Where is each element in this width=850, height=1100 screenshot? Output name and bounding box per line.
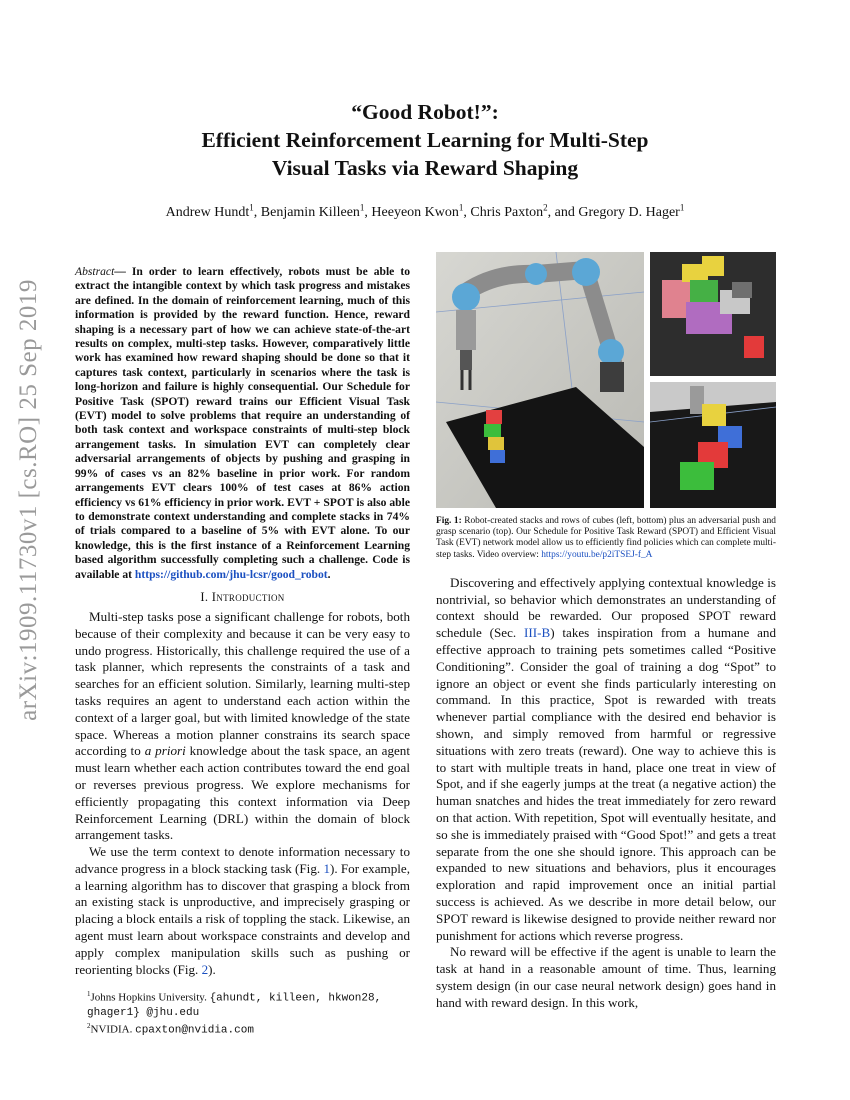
figure-1 [436,252,776,510]
author: Heeyeon Kwon$^1$, [371,202,471,220]
author: Benjamin Killeen$^1$, [260,202,372,220]
paper-title [100,98,750,182]
fig-ref-2[interactable]: 2 [201,961,209,977]
author: Gregory D. Hager$^1$ [578,202,685,220]
footnote-2: $^2$NVIDIA. cpaxton@nvidia.com [87,1022,254,1037]
paragraph: We use the term context to denote information necessary to advance progress in a block stacking task (Fig. 1). For example, a learning algorithm has to discover that grasping a block from an existing stack is unproductive, and imprecisely grasping or placing a block entails a risk of toppling the stack. Likewise, an agent must learn about workspace constraints and develop and apply complex manipulation skills such as pushing or reorienting blocks (Fig. 2). [75,844,410,977]
left-column [75,265,410,1038]
paragraph: No reward will be effective if the agent is unable to learn the task at hand in a reasonable amount of time. Thus, learning system design (in our case neural network design) goes hand in hand with reward design. In this work, [436,944,776,1010]
footnote-1: $^1$Johns Hopkins University. {ahundt, killeen, hkwon28, ghager1} @jhu.edu [87,990,382,1020]
paragraph: Multi-step tasks pose a significant challenge for robots, both because of their complexity and because it can be very easy to undo progress. Historically, this challenge required the use of a task planner, which represents the constraints of a task and searches for an efficient solution. Similarly, learning multi-step tasks requires an agent to understand each action within the context of a larger goal, but with limited knowledge of the state space. Whereas a motion planner constrains its search space according to a priori knowledge about the task space, an agent must learn whether each action contributes toward the end goal or reverses previous progress. We explore mechanisms for efficiently propagating this context information via Deep Reinforcement Learning (DRL) within the domain of block arrangement tasks. [75,608,410,843]
footnotes [75,988,410,1037]
abstract-label: Abstract [75,265,115,278]
adversarial-scenario-image [650,252,776,376]
row-of-cubes-image [650,382,776,508]
introduction-body [75,609,410,979]
section-heading-introduction: I. Introduction [200,589,285,604]
fig-ref-1[interactable]: 1 [323,860,330,876]
paragraph: Discovering and effectively applying contextual knowledge is nontrivial, so behavior which demonstrates an understanding of context should be rewarded. Our proposed SPOT reward schedule (Sec. III-B) takes inspiration from a humane and effective approach to training pets sometimes called “Positive Conditioning”. Consider the goal of training a dog “Spot” to ignore an object or event she finds particularly interesting on command. In this practice, Spot is rewarded with treats whenever partial compliance with the desired end behavior is shown, and simply removed from harmful or regressive situations with zero treats (reward). One way to achieve this is to start with multiple treats in hand, place one treat in view of Spot, and if she eagerly jumps at the treat (a negative action) the human snatches and hides the treat immediately for zero reward on that action. With repetition, Spot will eventually hesitate, and so she is immediately praised with “Good Spot!” and gets a treat separate from the one she should ignore. This approach can be expanded to new situations and behaviors, plus it encourages exploration and rapid improvement once an initial partial success is achieved. As we describe in more detail below, our SPOT reward is likewise designed to provide neither reward nor punishment for actions which reverse progress. [436,574,776,943]
author: Andrew Hundt$^1$, [165,202,261,220]
author: Chris Paxton$^2$, and [470,202,579,220]
section-ref[interactable]: III-B [524,625,551,641]
right-column [436,252,776,1012]
video-link[interactable]: https://youtu.be/p2iTSEJ-f_A [541,549,653,560]
right-body [436,575,776,1012]
title-line-2: Efficient Reinforcement Learning for Multi-Step [201,128,649,152]
author-list [60,202,790,221]
abstract: Abstract— In order to learn effectively, robots must be able to extract the intangible context by which task progress and mistakes are defined. In the domain of reinforcement learning, much of this information is provided by the reward function. Hence, reward shaping is a necessary part of how we can achieve state-of-the-art results on complex, multi-step tasks. However, comparatively little work has examined how reward shaping should be done so that it captures task context, particularly in scenarios where the task is long-horizon and failure is highly consequential. Our Schedule for Positive Task (SPOT) reward trains our Efficient Visual Task (EVT) model to solve problems that require an understanding of both task context and workspace constraints of multi-step block arrangement tasks. In simulation EVT can completely clear adversarial arrangements of objects by pushing and grasping in 99% of cases vs an 82% baseline in prior work. For random arrangements EVT clears 100% of test cases at 86% action efficiency vs 61% efficiency in prior work. EVT + SPOT is also able to demonstrate context understanding and complete stacks in 74% of trials compared to a baseline of 5% with EVT alone. To our knowledge, this is the first instance of a Reinforcement Learning based algorithm successfully completing such a challenge. Code is available at https://github.com/jhu-lcsr/good_robot. [75,265,410,581]
title-line-1: “Good Robot!”: [351,100,499,124]
title-line-3: Visual Tasks via Reward Shaping [271,156,579,180]
code-link[interactable]: https://github.com/jhu-lcsr/good_robot [134,567,328,581]
arxiv-stamp: arXiv:1909.11730v1 [cs.RO] 25 Sep 2019 [15,279,42,721]
figure-1-caption: Fig. 1: Robot-created stacks and rows of cubes (left, bottom) plus an adversarial push and grasp scenario (top). Our Schedule for Positive Task Reward (SPOT) and Efficient Visual Task (EVT) network model allow us to efficiently find policies which can complete multi-step tasks. Video overview: https://youtu.be/p2iTSEJ-f_A [436,516,776,560]
robot-stacking-image [436,252,644,508]
